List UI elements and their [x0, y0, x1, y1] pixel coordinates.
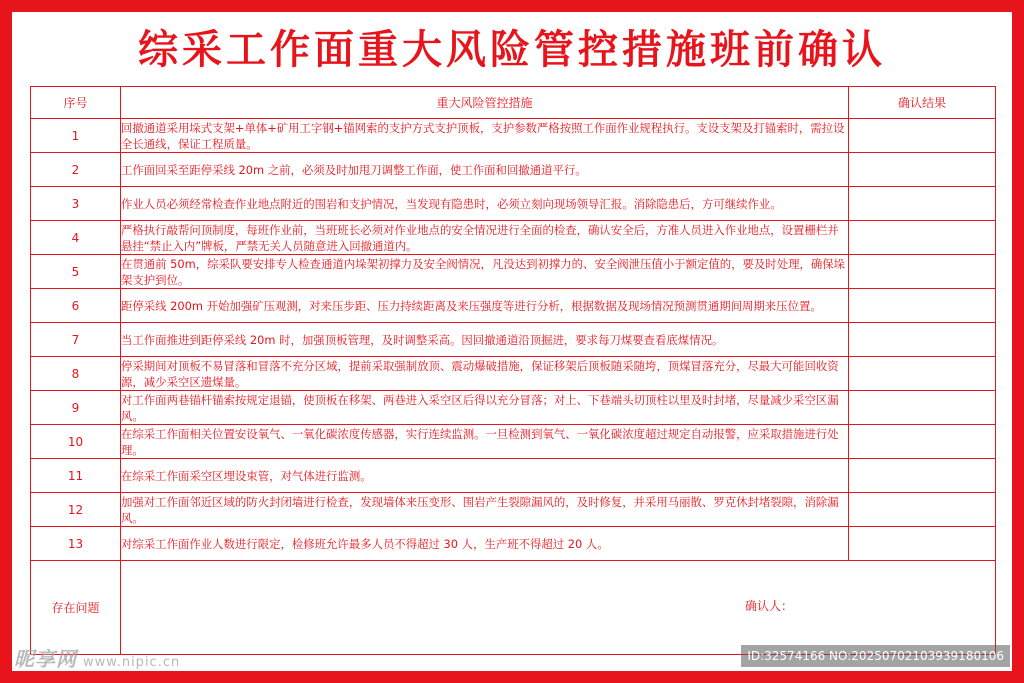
watermark-url: www.nipic.cn: [83, 655, 181, 670]
row-measure-text: 在综采工作面采空区埋设束管，对气体进行监测。: [121, 459, 849, 493]
row-result-cell[interactable]: [849, 119, 996, 153]
table-row: [31, 187, 996, 221]
table-row: [31, 119, 996, 153]
row-measure-text: 回撤通道采用垛式支架+单体+矿用工字钢+锚网索的支护方式支护顶板，支护参数严格按照工作面作业规程执行。支设支架及打锚索时，需拉设全长通线，保证工程质量。: [121, 119, 849, 153]
row-index: 13: [31, 527, 121, 561]
table-row: [31, 527, 996, 561]
table-row: [31, 459, 996, 493]
row-result-cell[interactable]: [849, 459, 996, 493]
row-result-cell[interactable]: [849, 425, 996, 459]
row-measure-text: 在综采工作面相关位置安设氧气、一氧化碳浓度传感器，实行连续监测。一旦检测到氧气、一氧化碳浓度超过规定自动报警，应采取措施进行处理。: [121, 425, 849, 459]
table-row: [31, 289, 996, 323]
row-result-cell[interactable]: [849, 255, 996, 289]
row-index: 10: [31, 425, 121, 459]
row-index: 5: [31, 255, 121, 289]
row-result-cell[interactable]: [849, 323, 996, 357]
row-index: 9: [31, 391, 121, 425]
row-index: 3: [31, 187, 121, 221]
row-index: 12: [31, 493, 121, 527]
row-result-cell[interactable]: [849, 187, 996, 221]
row-result-cell[interactable]: [849, 527, 996, 561]
row-measure-text: 当工作面推进到距停采线 20m 时，加强顶板管理，及时调整采高。因回撤通道沿顶掘进，要求每刀煤要查看底煤情况。: [121, 323, 849, 357]
table-row: [31, 221, 996, 255]
row-measure-text: 在贯通前 50m，综采队要安排专人检查通道内垛架初撑力及安全阀情况，凡没达到初撑力的、安全阀泄压值小于额定值的，要及时处理，确保垛架支护到位。: [121, 255, 849, 289]
table-row: [31, 493, 996, 527]
row-index: 6: [31, 289, 121, 323]
row-index: 11: [31, 459, 121, 493]
row-result-cell[interactable]: [849, 493, 996, 527]
header-measure: 重大风险管控措施: [121, 87, 849, 119]
row-result-cell[interactable]: [849, 391, 996, 425]
row-index: 7: [31, 323, 121, 357]
table-header-row: [31, 87, 996, 119]
row-result-cell[interactable]: [849, 289, 996, 323]
issues-label: 存在问题: [31, 561, 121, 655]
row-measure-text: 对综采工作面作业人数进行限定，检修班允许最多人员不得超过 30 人，生产班不得超过 20 人。: [121, 527, 849, 561]
risk-control-table: [30, 86, 996, 655]
header-result: 确认结果: [849, 87, 996, 119]
row-index: 8: [31, 357, 121, 391]
table-row: [31, 255, 996, 289]
row-measure-text: 严格执行敲帮问顶制度，每班作业前，当班班长必须对作业地点的安全情况进行全面的检查，确认安全后，方准人员进入作业地点，设置栅栏并悬挂“禁止入内”牌板，严禁无关人员随意进入回撤通道内。: [121, 221, 849, 255]
watermark-id: ID:32574166 NO:20250702103939180106: [741, 645, 1010, 667]
row-measure-text: 对工作面两巷锚杆锚索按规定退锚，使顶板在移架、两巷进入采空区后得以充分冒落；对上、下巷端头切顶柱以里及时封堵，尽量减少采空区漏风。: [121, 391, 849, 425]
row-measure-text: 停采期间对顶板不易冒落和冒落不充分区域，提前采取强制放顶、震动爆破措施，保证移架后顶板随采随垮，顶煤冒落充分，尽最大可能回收资源，减少采空区遗煤量。: [121, 357, 849, 391]
table-row: [31, 323, 996, 357]
row-result-cell[interactable]: [849, 153, 996, 187]
row-index: 4: [31, 221, 121, 255]
row-measure-text: 工作面回采至距停采线 20m 之前，必须及时加甩刀调整工作面，使工作面和回撤通道平行。: [121, 153, 849, 187]
table-row: [31, 391, 996, 425]
row-result-cell[interactable]: [849, 357, 996, 391]
confirm-person-label: 确认人：: [745, 599, 794, 613]
table-row: [31, 425, 996, 459]
watermark-site: 昵享网: [14, 647, 77, 671]
row-measure-text: 作业人员必须经常检查作业地点附近的围岩和支护情况，当发现有隐患时，必须立刻向现场领导汇报。消除隐患后，方可继续作业。: [121, 187, 849, 221]
row-result-cell[interactable]: [849, 221, 996, 255]
row-measure-text: 距停采线 200m 开始加强矿压观测，对来压步距、压力持续距离及来压强度等进行分析，根据数据及现场情况预测贯通期间周期来压位置。: [121, 289, 849, 323]
issues-input-area[interactable]: [121, 561, 996, 655]
row-measure-text: 加强对工作面邻近区域的防火封闭墙进行检查，发现墙体来压变形、围岩产生裂隙漏风的，及时修复，并采用马丽散、罗克休封堵裂隙，消除漏风。: [121, 493, 849, 527]
table-row: [31, 153, 996, 187]
page-title: 综采工作面重大风险管控措施班前确认: [138, 27, 886, 73]
row-index: 2: [31, 153, 121, 187]
table-row: [31, 357, 996, 391]
issues-row: [31, 561, 996, 655]
watermark-logo: [14, 643, 180, 672]
row-index: 1: [31, 119, 121, 153]
header-index: 序号: [31, 87, 121, 119]
